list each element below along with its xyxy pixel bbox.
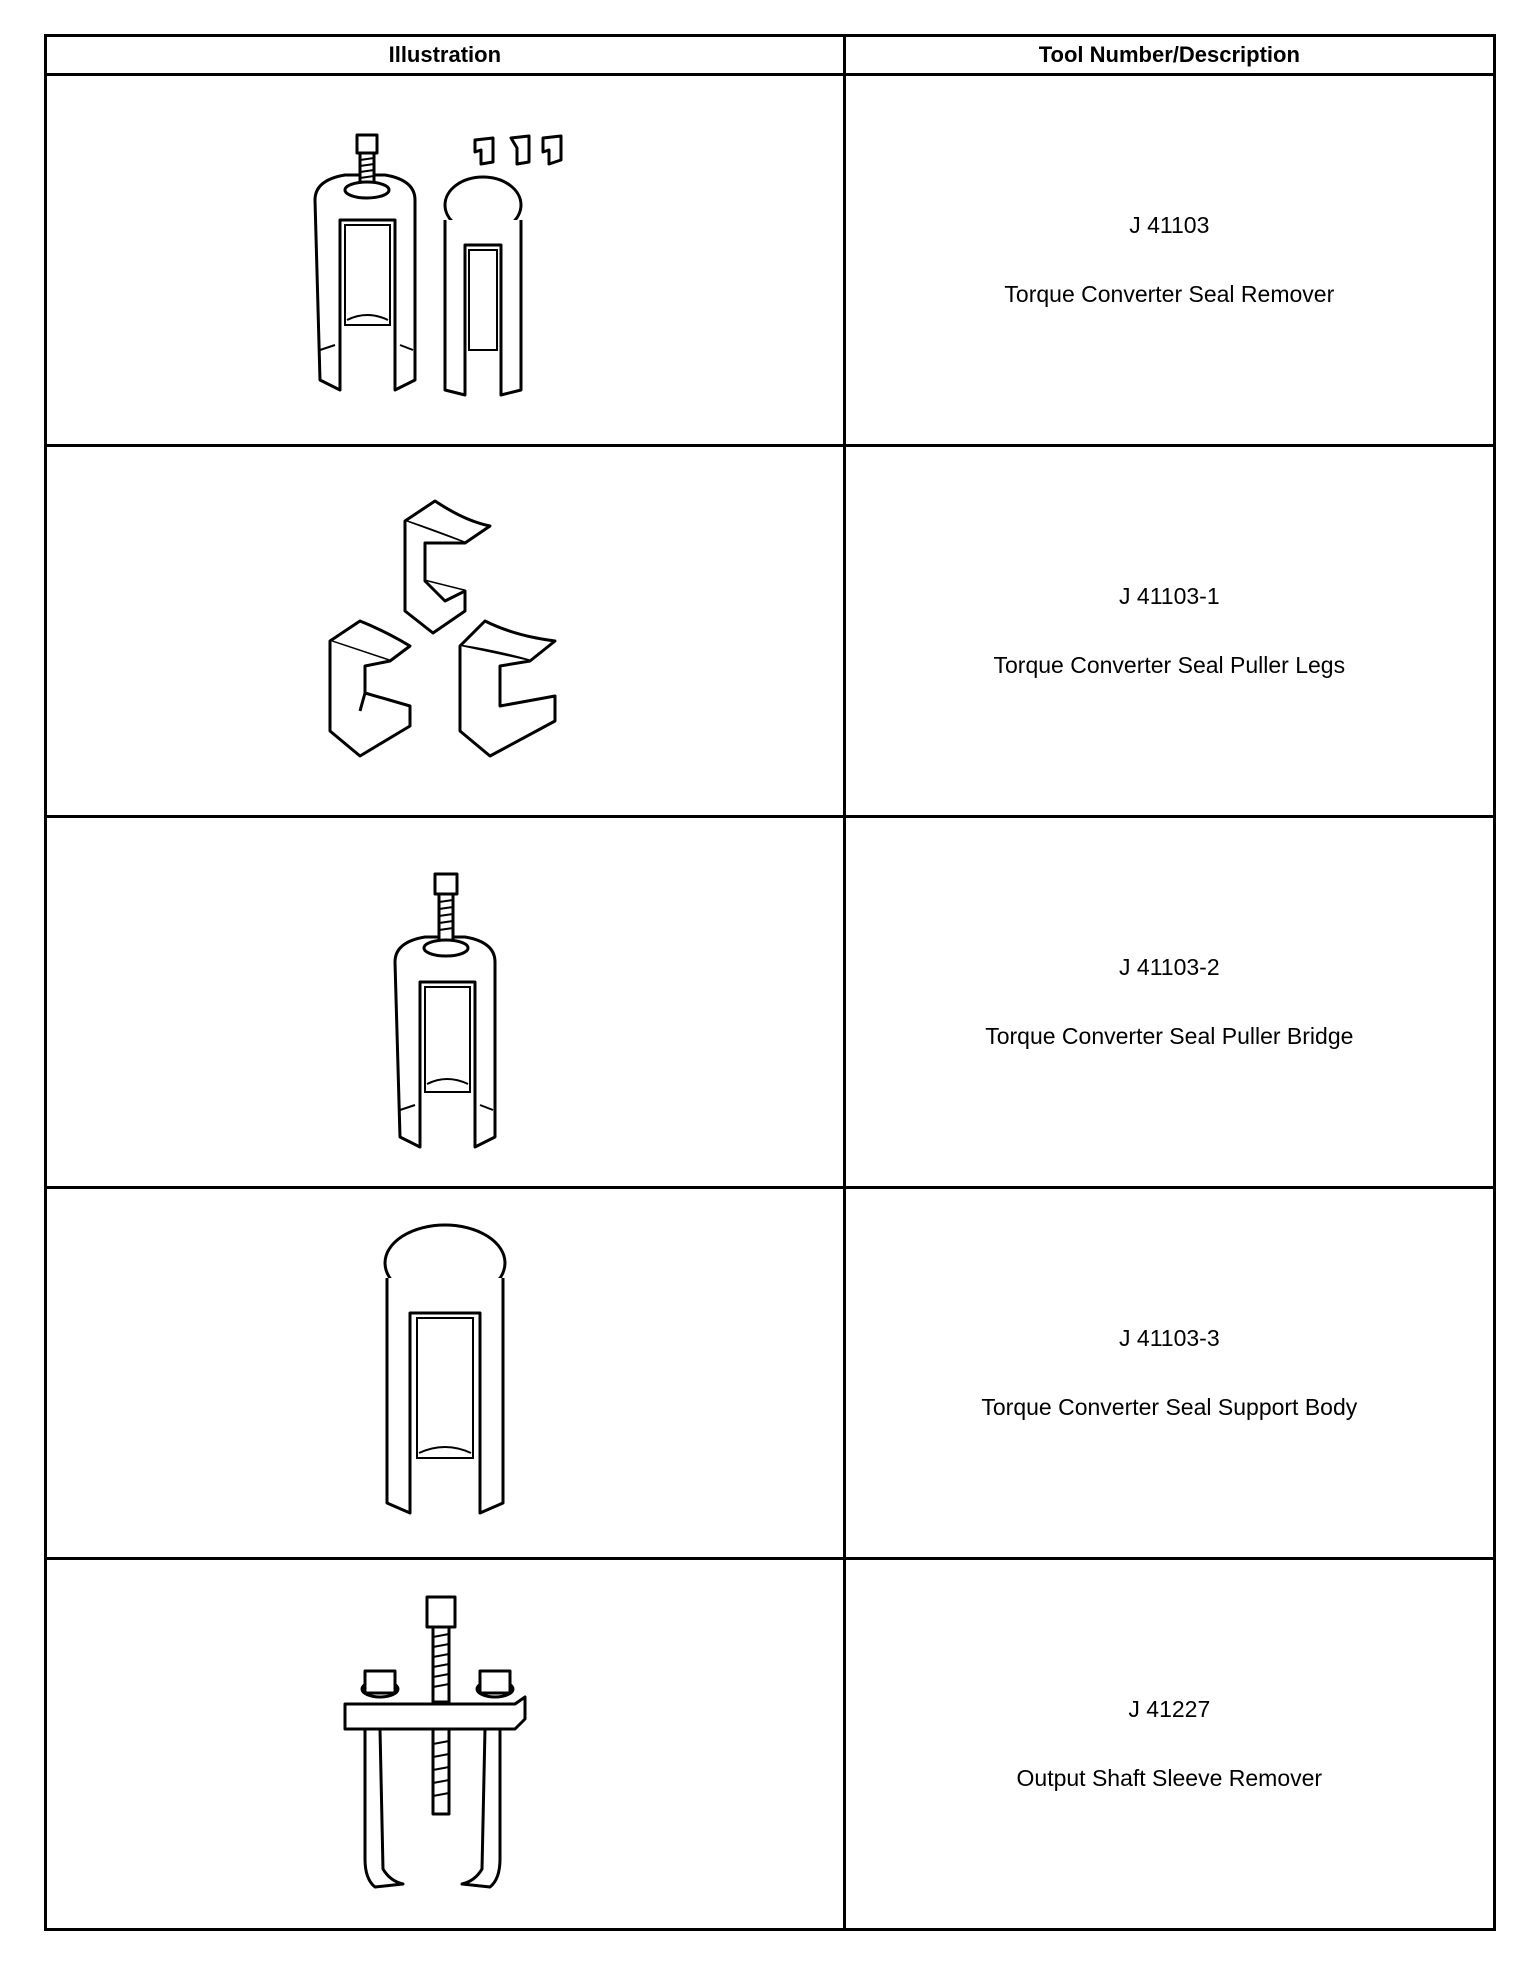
header-illustration: Illustration bbox=[46, 36, 845, 75]
description-cell bbox=[844, 1188, 1494, 1559]
puller-bridge-icon bbox=[355, 852, 535, 1152]
description-cell bbox=[844, 75, 1494, 446]
header-row bbox=[46, 36, 1495, 75]
tool-number: J 41103 bbox=[1129, 212, 1210, 238]
tool-description: Torque Converter Seal Remover bbox=[1004, 281, 1335, 307]
tool-description: Torque Converter Seal Support Body bbox=[981, 1394, 1358, 1420]
table-row bbox=[46, 75, 1495, 446]
header-tool-description: Tool Number/Description bbox=[844, 36, 1494, 75]
illustration-cell bbox=[46, 75, 845, 446]
description-cell bbox=[844, 817, 1494, 1188]
tool-number: J 41227 bbox=[1128, 1696, 1211, 1722]
illustration-cell bbox=[46, 817, 845, 1188]
table-row bbox=[46, 1188, 1495, 1559]
puller-legs-icon bbox=[315, 481, 575, 781]
table-row bbox=[46, 1559, 1495, 1930]
description-cell bbox=[844, 1559, 1494, 1930]
tool-table bbox=[44, 34, 1496, 1931]
illustration-cell bbox=[46, 1559, 845, 1930]
support-body-icon bbox=[365, 1223, 525, 1523]
seal-remover-kit-icon bbox=[285, 110, 605, 410]
tool-description: Torque Converter Seal Puller Legs bbox=[993, 652, 1346, 678]
tool-number: J 41103-2 bbox=[1119, 954, 1220, 980]
sleeve-remover-icon bbox=[335, 1589, 555, 1899]
tool-number: J 41103-3 bbox=[1119, 1325, 1220, 1351]
tool-description: Output Shaft Sleeve Remover bbox=[1016, 1765, 1323, 1791]
description-cell bbox=[844, 446, 1494, 817]
tool-description: Torque Converter Seal Puller Bridge bbox=[985, 1023, 1354, 1049]
illustration-cell bbox=[46, 446, 845, 817]
table-row bbox=[46, 817, 1495, 1188]
tool-number: J 41103-1 bbox=[1119, 583, 1220, 609]
table-row bbox=[46, 446, 1495, 817]
illustration-cell bbox=[46, 1188, 845, 1559]
